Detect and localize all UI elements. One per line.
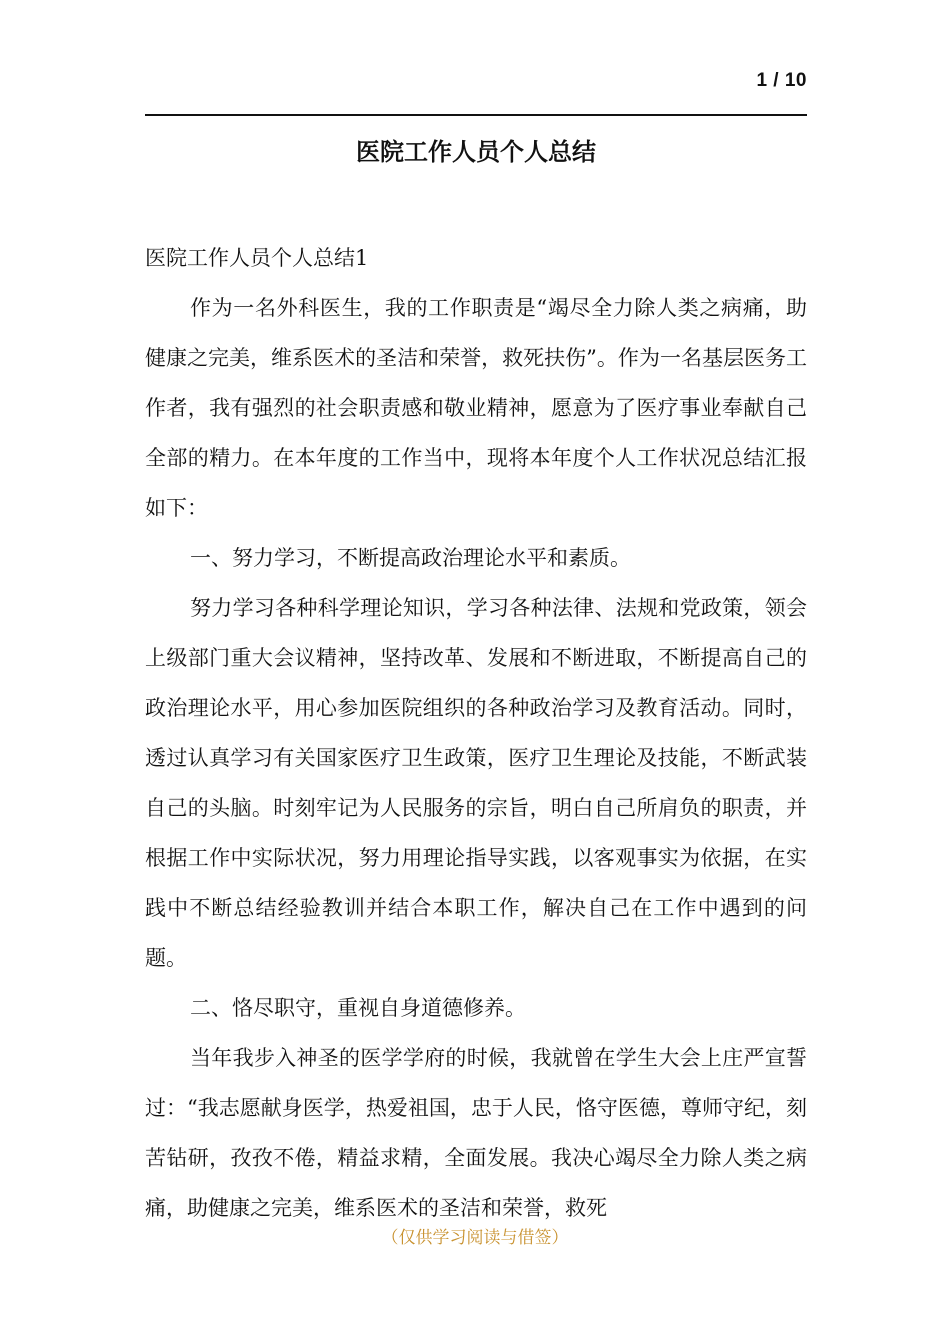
- paragraph: 努力学习各种科学理论知识，学习各种法律、法规和党政策，领会上级部门重大会议精神，坚持改革、发展和不断进取，不断提高自己的政治理论水平，用心参加医院组织的各种政治学习及教育活动。同时，透过认真学习有关国家医疗卫生政策，医疗卫生理论及技能，不断武装自己的头脑。时刻牢记为人民服务的宗旨，明白自己所肩负的职责，并根据工作中实际状况，努力用理论指导实践，以客观事实为依据，在实践中不断总结经验教训并结合本职工作，解决自己在工作中遇到的问题。: [145, 596, 807, 970]
- document-title: 医院工作人员个人总结: [356, 137, 596, 166]
- paragraph: 作为一名外科医生，我的工作职责是“竭尽全力除人类之病痛，助健康之完美，维系医术的圣洁和荣誉，救死扶伤”。作为一名基层医务工作者，我有强烈的社会职责感和敬业精神，愿意为了医疗事业奉献自己全部的精力。在本年度的工作当中，现将本年度个人工作状况总结汇报如下：: [145, 296, 807, 520]
- document-body: [145, 233, 807, 1233]
- footer-note: （仅供学习阅读与借签）: [381, 1228, 569, 1248]
- section-heading: 一、努力学习，不断提高政治理论水平和素质。: [190, 546, 631, 570]
- page-number: 1 / 10: [756, 70, 807, 91]
- section-heading: 二、恪尽职守，重视自身道德修养。: [190, 996, 526, 1020]
- page-header: [145, 66, 807, 116]
- paragraph: 当年我步入神圣的医学学府的时候，我就曾在学生大会上庄严宣誓过：“我志愿献身医学，热爱祖国，忠于人民，恪守医德，尊师守纪，刻苦钻研，孜孜不倦，精益求精，全面发展。我决心竭尽全力除人类之病痛，助健康之完美，维系医术的圣洁和荣誉，救死: [145, 1046, 807, 1220]
- paragraph: 医院工作人员个人总结1: [145, 246, 369, 270]
